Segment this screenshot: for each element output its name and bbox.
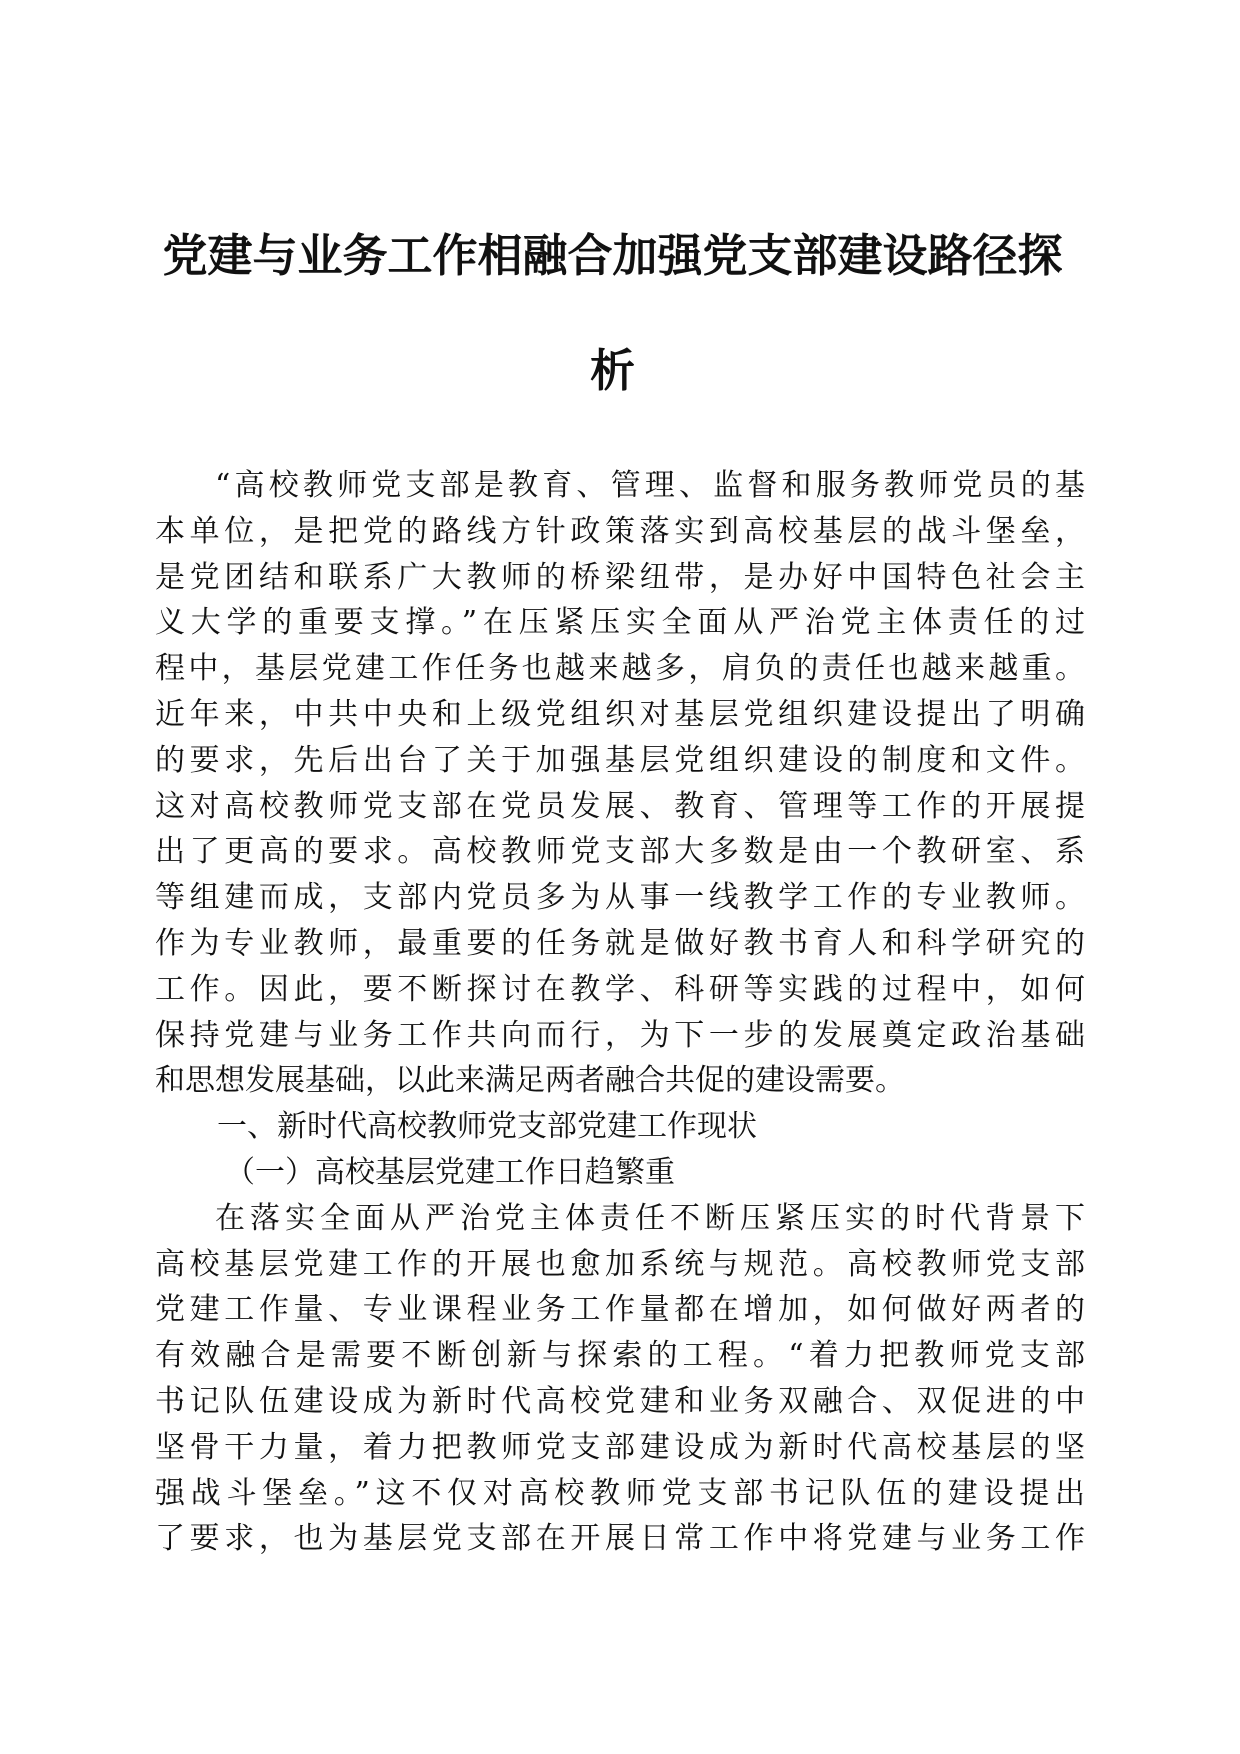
text-line: 和思想发展基础，以此来满足两者融合共促的建设需要。 bbox=[155, 1063, 905, 1099]
document-title-line-1: 党建与业务工作相融合加强党支部建设路径探 bbox=[162, 229, 1063, 282]
text-line: 有效融合是需要不断创新与探索的工程。“着力把教师党支部 bbox=[155, 1338, 1085, 1374]
text-line: 等组建而成，支部内党员多为从事一线教学工作的专业教师。 bbox=[155, 880, 1085, 916]
text-line: 这对高校教师党支部在党员发展、教育、管理等工作的开展提 bbox=[155, 788, 1085, 824]
text-line: 党建工作量、专业课程业务工作量都在增加，如何做好两者的 bbox=[155, 1292, 1085, 1328]
text-line: “高校教师党支部是教育、管理、监督和服务教师党员的基 bbox=[215, 468, 1085, 503]
document-body bbox=[155, 463, 1085, 1562]
text-line: 高校基层党建工作的开展也愈加系统与规范。高校教师党支部 bbox=[155, 1246, 1085, 1282]
text-line: 强战斗堡垒。”这不仅对高校教师党支部书记队伍的建设提出 bbox=[155, 1475, 1085, 1511]
text-line: 作为专业教师，最重要的任务就是做好教书育人和科学研究的 bbox=[155, 925, 1085, 961]
text-line: 书记队伍建设成为新时代高校党建和业务双融合、双促进的中 bbox=[155, 1383, 1085, 1419]
text-line: 的要求，先后出台了关于加强基层党组织建设的制度和文件。 bbox=[155, 742, 1085, 778]
section-heading-1: 一、新时代高校教师党支部党建工作现状 bbox=[217, 1109, 757, 1145]
subsection-heading-1: （一）高校基层党建工作日趋繁重 bbox=[225, 1154, 675, 1190]
text-line: 工作。因此，要不断探讨在教学、科研等实践的过程中，如何 bbox=[155, 971, 1085, 1007]
text-line: 是党团结和联系广大教师的桥梁纽带，是办好中国特色社会主 bbox=[155, 559, 1085, 595]
text-line: 出了更高的要求。高校教师党支部大多数是由一个教研室、系 bbox=[155, 834, 1085, 870]
paragraph-1 bbox=[155, 463, 1085, 1104]
text-line: 了要求，也为基层党支部在开展日常工作中将党建与业务工作 bbox=[155, 1521, 1085, 1557]
text-line: 程中，基层党建工作任务也越来越多，肩负的责任也越来越重。 bbox=[155, 651, 1085, 687]
text-line: 在落实全面从严治党主体责任不断压紧压实的时代背景下 bbox=[215, 1200, 1085, 1236]
document-title-line-2: 析 bbox=[589, 344, 635, 397]
text-line: 保持党建与业务工作共向而行，为下一步的发展奠定政治基础 bbox=[155, 1017, 1085, 1053]
text-line: 本单位，是把党的路线方针政策落实到高校基层的战斗堡垒， bbox=[155, 513, 1085, 549]
text-line: 义大学的重要支撑。”在压紧压实全面从严治党主体责任的过 bbox=[155, 605, 1085, 641]
paragraph-2 bbox=[155, 1196, 1085, 1562]
text-line: 近年来，中共中央和上级党组织对基层党组织建设提出了明确 bbox=[155, 696, 1085, 732]
text-line: 坚骨干力量，着力把教师党支部建设成为新时代高校基层的坚 bbox=[155, 1429, 1085, 1465]
